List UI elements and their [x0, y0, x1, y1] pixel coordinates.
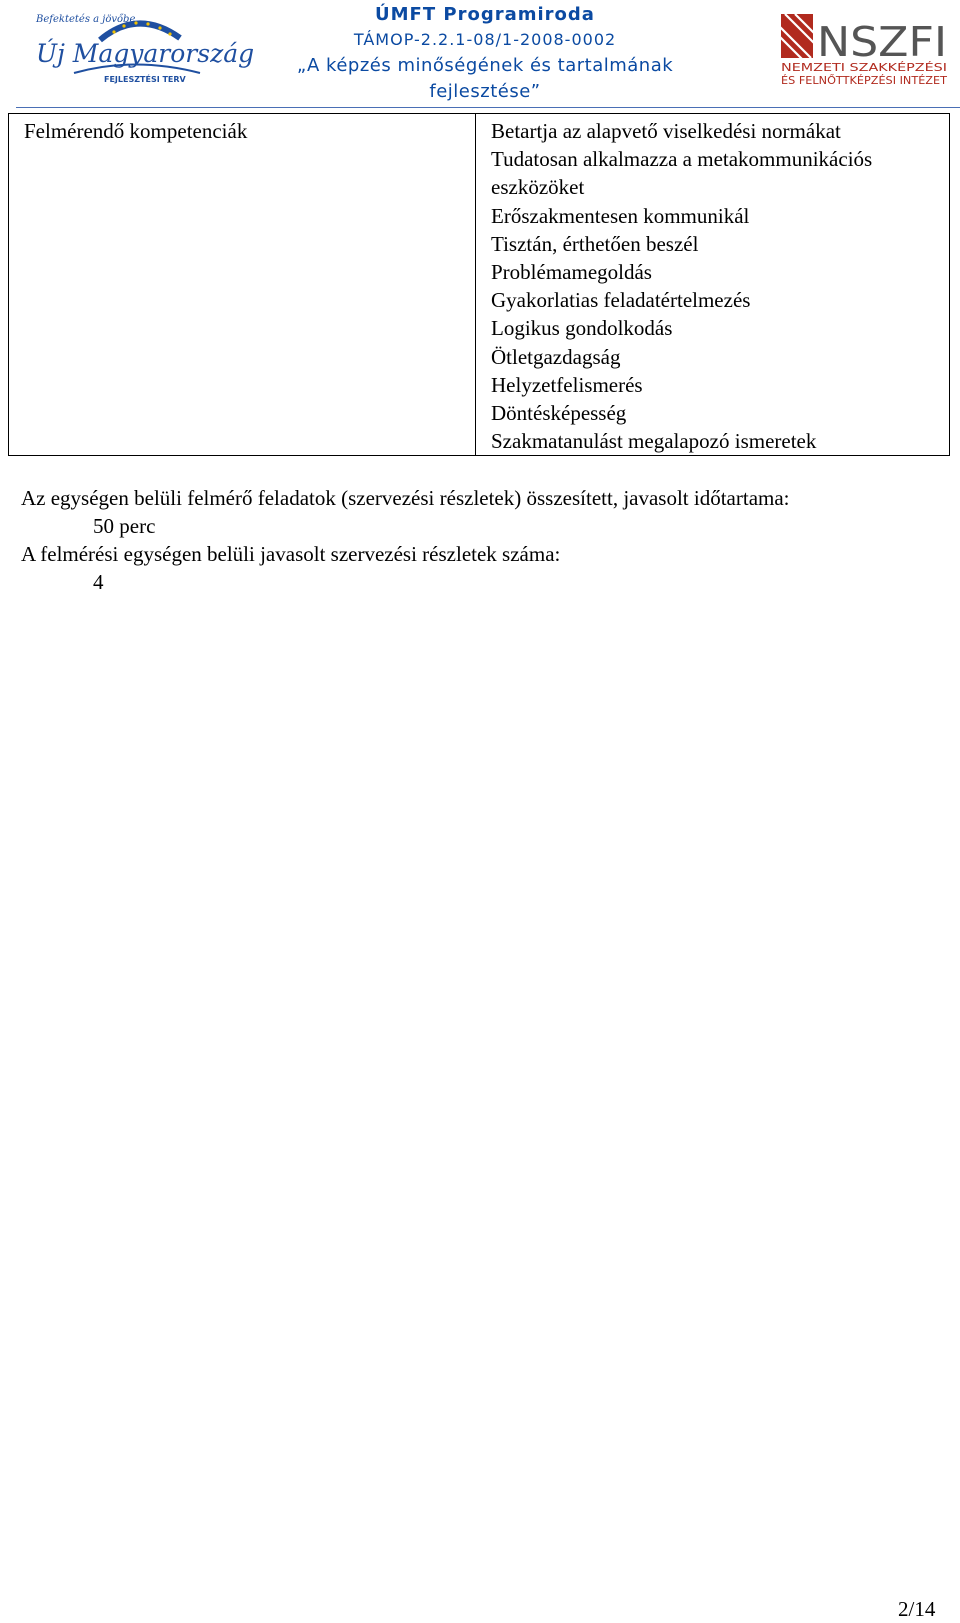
list-item: Tudatosan alkalmazza a metakommunikációs: [491, 147, 873, 172]
list-item: Logikus gondolkodás: [491, 316, 673, 341]
project-code: TÁMOP-2.2.1-08/1-2008-0002: [353, 30, 617, 49]
page-number: 2/14: [898, 1597, 936, 1621]
logo-slogan: Befektetés a jövőbe: [36, 14, 136, 25]
list-item: Döntésképesség: [491, 401, 627, 426]
table-column-divider: [475, 114, 476, 455]
program-office: ÚMFT Programiroda: [375, 4, 595, 25]
logo-name: Új Magyarország: [36, 39, 255, 68]
list-item: Szakmatanulást megalapozó ismeretek: [491, 429, 817, 454]
project-title-line1: „A képzés minőségének és tartalmának: [296, 55, 674, 76]
list-item: Erőszakmentesen kommunikál: [491, 203, 750, 228]
list-item: Gyakorlatias feladatértelmezés: [491, 288, 751, 313]
count-value: 4: [93, 570, 104, 594]
list-item: Helyzetfelismerés: [491, 372, 643, 397]
program-header: [290, 2, 680, 105]
nszfi-line1: NEMZETI SZAKKÉPZÉSI: [781, 61, 947, 74]
nszfi-logo: [781, 12, 949, 86]
competency-table: [8, 113, 950, 456]
list-item: Betartja az alapvető viselkedési normákat: [491, 119, 841, 143]
logo-subtitle: FEJLESZTÉSI TERV: [104, 75, 186, 84]
project-title-line2: fejlesztése”: [429, 81, 541, 102]
uj-magyarorszag-logo: [34, 10, 255, 86]
list-item: Problémamegoldás: [491, 260, 652, 285]
duration-value: 50 perc: [93, 514, 156, 538]
duration-label: Az egységen belüli felmérő feladatok (szervezési részletek) összesített, javasolt időtartama:: [21, 486, 790, 510]
header-divider: [16, 107, 960, 108]
list-item: Ötletgazdagság: [491, 344, 621, 369]
nszfi-name: NSZFI: [817, 18, 947, 66]
competency-list: [491, 117, 872, 455]
count-label: A felmérési egységen belüli javasolt szervezési részletek száma:: [21, 542, 561, 566]
nszfi-line2: ÉS FELNŐTTKÉPZÉSI INTÉZET: [781, 74, 944, 87]
competency-label: Felmérendő kompetenciák: [24, 119, 248, 143]
list-item: Tisztán, érthetően beszél: [491, 231, 699, 256]
page-header: [0, 0, 960, 108]
list-item: eszközöket: [491, 175, 585, 200]
